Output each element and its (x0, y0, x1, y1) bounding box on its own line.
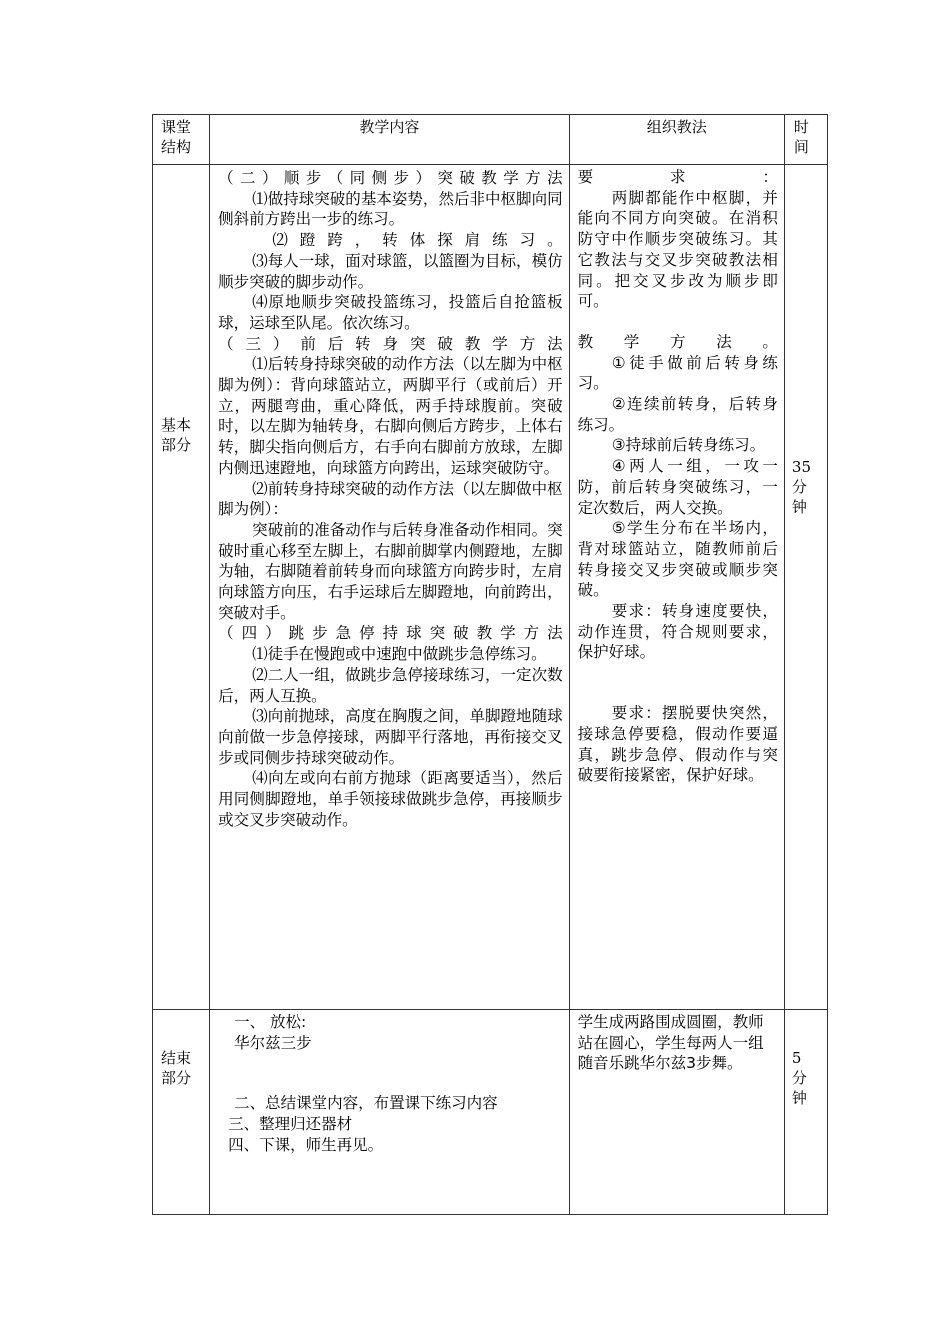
end-item: 三、整理归还器材 (228, 1115, 353, 1134)
end-item: 四、下课，师生再见。 (228, 1135, 384, 1154)
content-item: ⑵前转身持球突破的动作方法（以左脚做中枢脚为例）： (218, 479, 563, 519)
header-structure: 课堂结构 (153, 115, 210, 165)
method-item: ①徒手做前后转身练习。 (577, 353, 778, 393)
main-time-cell (784, 165, 827, 1010)
content-heading-3: （三）前后转身突破教学方法 (218, 334, 563, 353)
content-item: ⑶每人一球，面对球篮，以篮圈为目标，模仿顺步突破的脚步动作。 (218, 251, 563, 291)
header-row (153, 115, 828, 165)
content-item: ⑴做持球突破的基本姿势，然后非中枢脚向同侧斜前方跨出一步的练习。 (218, 189, 563, 229)
content-item: ⑵二人一组，做跳步急停接球练习，一定次数后，两人互换。 (218, 665, 563, 705)
end-time-text: 5分钟 (791, 1049, 807, 1107)
end-item: 二、总结课堂内容，布置课下练习内容 (234, 1094, 498, 1113)
method-requirement-label: 要求： (577, 168, 778, 186)
method-item: ③持球前后转身练习。 (611, 436, 766, 455)
method-item: 两脚都能作中枢脚，并能向不同方向突破。在消积防守中作顺步突破练习。其它教法与交叉步突破教法相同。把交叉步改为顺步即可。 (577, 188, 778, 311)
method-item: 要求：转身速度要快，动作连贯，符合规则要求，保护好球。 (577, 602, 778, 662)
method-item: ④两人一组，一攻一防，前后转身突破练习，一定次数后，两人交换。 (577, 457, 778, 517)
end-section-row (153, 1010, 828, 1215)
content-item: ⑶向前抛球，高度在胸腹之间，单脚蹬地随球向前做一步急停接球，两脚平行落地，再衔接交叉步或同侧步持球突破动作。 (218, 707, 563, 767)
content-item: 突破前的准备动作与后转身准备动作相同。突破时重心移至左脚上，右脚前脚掌内侧蹬地，左脚为轴，右脚随着前转身而向球篮方向跨步时，左肩向球篮方向压，右手运球后左脚蹬地，向前跨出，突破对手。 (218, 520, 563, 622)
header-time: 时间 (784, 115, 827, 165)
main-time-text: 35分钟 (791, 458, 812, 516)
end-section-text: 结束部分 (161, 1049, 192, 1087)
method-item: ②连续前转身，后转身练习。 (577, 395, 778, 434)
content-item: ⑴后转身持球突破的动作方法（以左脚为中枢脚为例）：背向球篮站立，两脚平行（或前后）开立，两腿弯曲，重心降低，两手持球腹前。突破时，以左脚为轴转身，右脚向侧后方跨步，上体右转，脚尖指向侧后方，右手向右脚前方放球，左脚内侧迅速蹬地，向球篮方向跨出，运球突破防守。 (218, 355, 563, 477)
end-section-label (153, 1010, 210, 1215)
content-item: ⑴徒手在慢跑或中速跑中做跳步急停练习。 (252, 645, 547, 664)
content-heading-2: （二）顺步（同侧步）突破教学方法 (218, 169, 563, 187)
header-content: 教学内容 (210, 115, 570, 165)
end-item: 一、 放松: (234, 1013, 307, 1031)
main-content-cell (210, 165, 570, 1010)
end-content-cell (210, 1010, 570, 1215)
main-section-row (153, 165, 828, 1010)
method-item: 要求：摆脱要快突然，接球急停要稳，假动作要逼真，跳步急停、假动作与突破要衔接紧密，保护好球。 (577, 704, 778, 785)
end-method-cell (569, 1010, 784, 1215)
method-heading: 教学方法。 (577, 332, 778, 351)
end-method-text: 学生成两路围成圆圈，教师站在圆心，学生每两人一组随音乐跳华尔兹3步舞。 (577, 1013, 764, 1073)
main-section-text: 基本部分 (161, 416, 192, 454)
header-method: 组织教法 (569, 115, 784, 165)
lesson-plan-table (152, 114, 828, 1215)
main-section-label (153, 165, 210, 1010)
method-item: ⑤学生分布在半场内，背对球篮站立，随教师前后转身接交叉步突破或顺步突破。 (577, 519, 778, 600)
content-heading-4: （四）跳步急停持球突破教学方法 (218, 624, 563, 643)
end-item: 华尔兹三步 (234, 1033, 312, 1052)
content-item: ⑷原地顺步突破投篮练习，投篮后自抢篮板球，运球至队尾。依次练习。 (218, 293, 563, 332)
main-method-cell (569, 165, 784, 1010)
end-time-cell (784, 1010, 827, 1215)
content-item: ⑷向左或向右前方抛球（距离要适当），然后用同侧脚蹬地，单手领接球做跳步急停，再接顺步或交叉步突破动作。 (218, 769, 563, 829)
content-item: ⑵蹬跨，转体探肩练习。 (272, 231, 563, 250)
